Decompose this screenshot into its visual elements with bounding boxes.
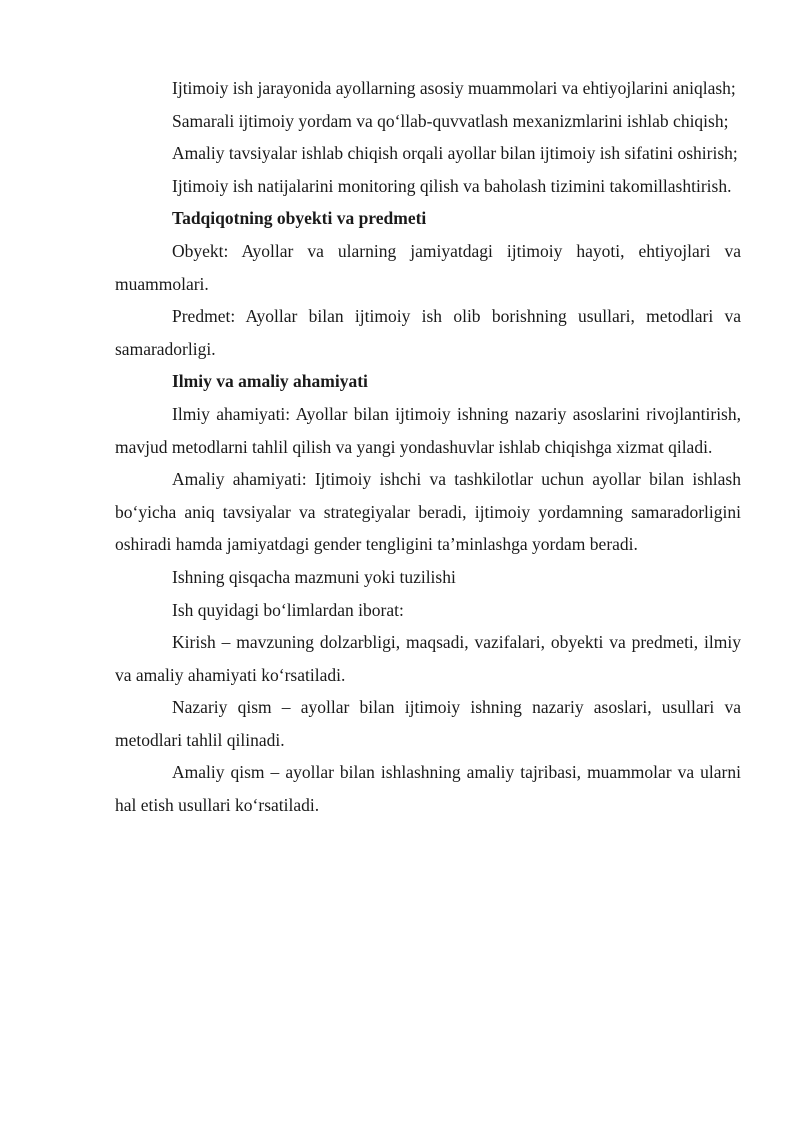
paragraph-object: Obyekt: Ayollar va ularning jamiyatdagi ijtimoiy hayoti, ehtiyojlari va muammolari.: [115, 240, 741, 294]
paragraph-subject: Predmet: Ayollar bilan ijtimoiy ish olib borishning usullari, metodlari va samaradorligi.: [115, 306, 741, 359]
paragraph-practical-section: Amaliy qism – ayollar bilan ishlashning amaliy tajribasi, muammolar va ularni hal etish usullari ko‘rsatiladi.: [115, 762, 741, 816]
paragraph-structure-heading: Ishning qisqacha mazmuni yoki tuzilishi: [172, 566, 456, 587]
heading-object-subject: Tadqiqotning obyekti va predmeti: [172, 208, 427, 229]
paragraph-task-mechanisms: Samarali ijtimoiy yordam va qo‘llab-quvvatlash mexanizmlarini ishlab chiqish;: [172, 110, 729, 131]
paragraph-task-problems: Ijtimoiy ish jarayonida ayollarning asosiy muammolari va ehtiyojlarini aniqlash;: [172, 78, 736, 98]
heading-significance: Ilmiy va amaliy ahamiyati: [172, 371, 368, 392]
paragraph-practical-significance: Amaliy ahamiyati: Ijtimoiy ishchi va tashkilotlar uchun ayollar bilan ishlash bo‘yicha aniq tavsiyalar va strategiyalar beradi, ijtimoiy yordamning samaradorligini oshiradi hamda jamiyatdagi gender tengligini ta’minlashga yordam beradi.: [115, 469, 741, 555]
paragraph-task-recommendations: Amaliy tavsiyalar ishlab chiqish orqali ayollar bilan ijtimoiy ish sifatini oshirish;: [172, 143, 738, 164]
paragraph-task-monitoring: Ijtimoiy ish natijalarini monitoring qilish va baholash tizimini takomillashtirish.: [172, 175, 732, 196]
paragraph-theoretical-section: Nazariy qism – ayollar bilan ijtimoiy ishning nazariy asoslari, usullari va metodlari tahlil qilinadi.: [115, 697, 741, 750]
paragraph-scientific-significance: Ilmiy ahamiyati: Ayollar bilan ijtimoiy ishning nazariy asoslarini rivojlantirish, mavjud metodlarni tahlil qilish va yangi yondashuvlar ishlab chiqishga xizmat qiladi.: [115, 403, 741, 457]
paragraph-structure-intro: Ish quyidagi bo‘limlardan iborat:: [172, 599, 404, 620]
paragraph-introduction-section: Kirish – mavzuning dolzarbligi, maqsadi, vazifalari, obyekti va predmeti, ilmiy va amaliy ahamiyati ko‘rsatiladi.: [115, 632, 741, 685]
document-body: [115, 72, 741, 822]
